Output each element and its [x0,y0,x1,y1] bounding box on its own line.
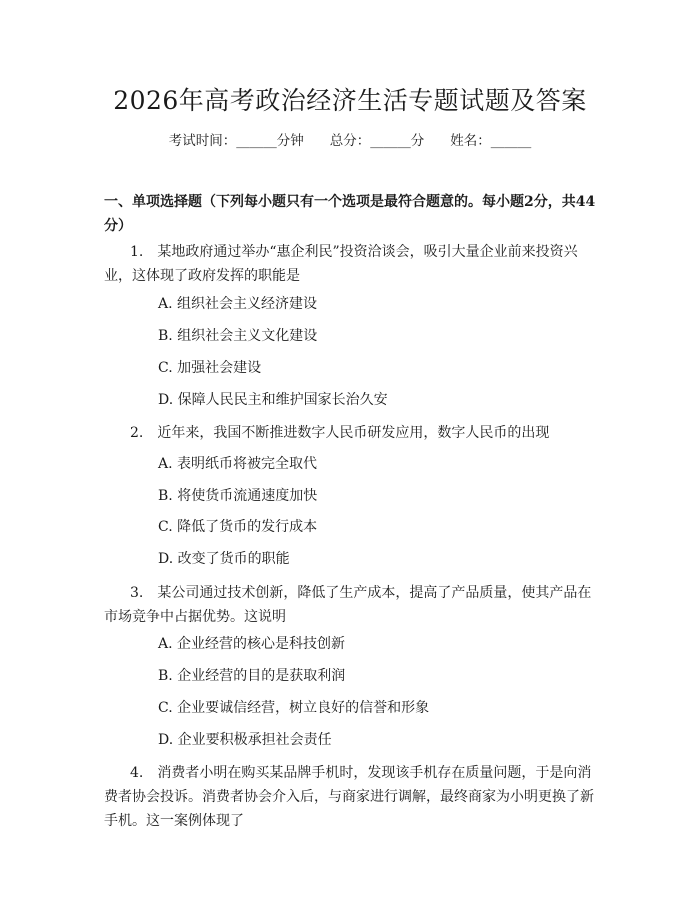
question-3-option-d: D. 企业要积极承担社会责任 [158,732,332,748]
question-3-option-c: C. 企业要诚信经营，树立良好的信誉和形象 [158,700,430,716]
exam-time-field: 考试时间：______分钟 [168,133,304,149]
question-1: 1. 某地政府通过举办“惠企利民”投资洽谈会，吸引大量企业前来投资兴业，这体现了政府发挥的职能是 [104,244,578,284]
question-1-option-c: C. 加强社会建设 [158,360,262,376]
question-1-option-d: D. 保障人民民主和维护国家长治久安 [158,392,388,408]
section-heading: 一、单项选择题（下列每小题只有一个选项是最符合题意的。每小题2分，共44分） [104,194,596,234]
question-3-option-b: B. 企业经营的目的是获取利润 [158,668,346,684]
page-title: 2026年高考政治经济生活专题试题及答案 [113,86,587,115]
exam-meta [0,131,700,151]
question-3: 3. 某公司通过技术创新，降低了生产成本，提高了产品质量，使其产品在市场竞争中占据优势。这说明 [104,585,592,625]
question-2-option-b: B. 将使货币流通速度加快 [158,488,318,504]
question-1-option-a: A. 组织社会主义经济建设 [158,296,318,312]
question-1-option-b: B. 组织社会主义文化建设 [158,328,318,344]
question-4: 4. 消费者小明在购买某品牌手机时，发现该手机存在质量问题，于是向消费者协会投诉。消费者协会介入后，与商家进行调解，最终商家为小明更换了新手机。这一案例体现了 [104,765,594,829]
question-2-option-a: A. 表明纸币将被完全取代 [158,456,318,472]
question-2: 2. 近年来，我国不断推进数字人民币研发应用，数字人民币的出现 [130,425,550,441]
question-3-option-a: A. 企业经营的核心是科技创新 [158,636,346,652]
name-field: 姓名：______ [450,133,532,149]
question-2-option-c: C. 降低了货币的发行成本 [158,519,318,535]
question-2-option-d: D. 改变了货币的职能 [158,551,290,567]
total-score-field: 总分：______分 [329,133,425,149]
